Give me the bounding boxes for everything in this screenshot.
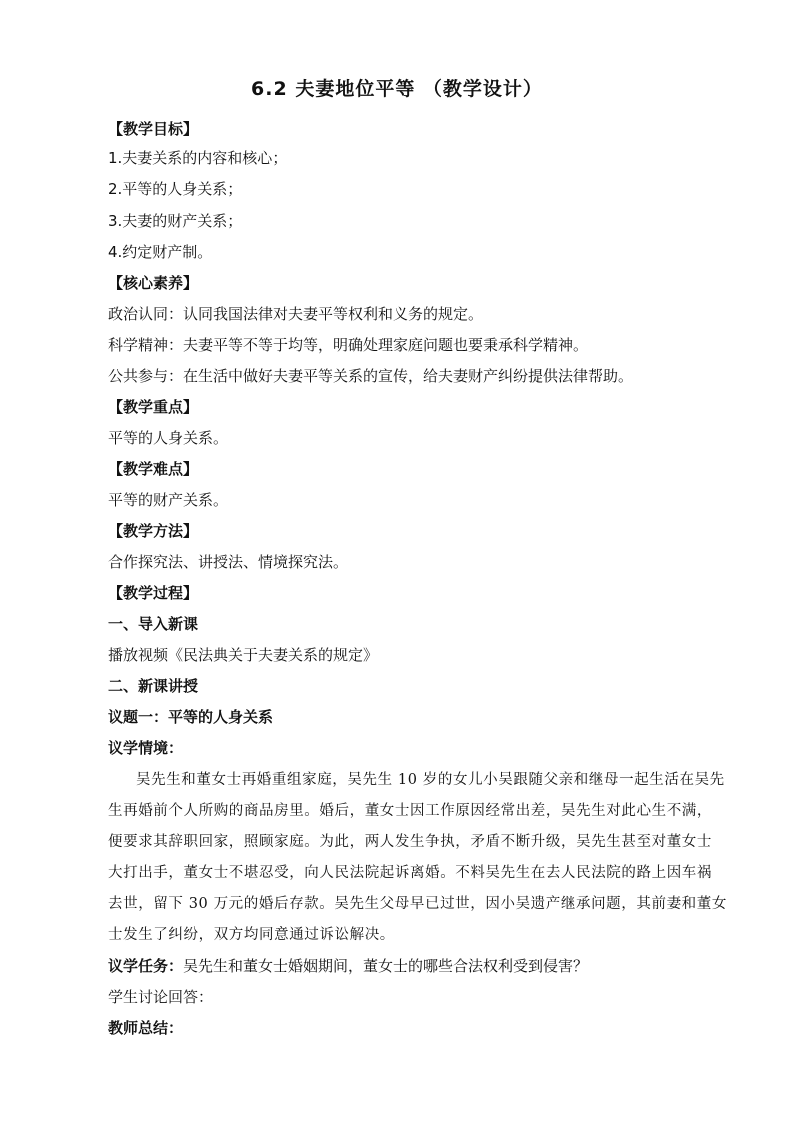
difficult-points-heading: 【教学难点】: [108, 460, 199, 478]
scenario-line: 吴先生和董女士再婚重组家庭，吴先生 10 岁的女儿小吴跟随父亲和继母一起生活在吴先: [136, 772, 725, 788]
lecture-heading: 二、新课讲授: [108, 677, 199, 695]
key-points-text: 平等的人身关系。: [108, 429, 229, 447]
intro-text: 播放视频《民法典关于夫妻关系的规定》: [108, 646, 379, 664]
objectives-heading: 【教学目标】: [108, 120, 199, 138]
methods-heading: 【教学方法】: [108, 522, 199, 540]
intro-heading: 一、导入新课: [108, 615, 199, 633]
objective-item: 3.夫妻的财产关系；: [108, 212, 243, 230]
scenario-line: 大打出手，董女士不堪忍受，向人民法院起诉离婚。不料吴先生在去人民法院的路上因车祸: [108, 865, 712, 881]
methods-text: 合作探究法、讲授法、情境探究法。: [108, 553, 349, 571]
task-line: [108, 955, 588, 977]
process-heading: 【教学过程】: [108, 584, 199, 602]
task-label: 议学任务：: [108, 957, 184, 975]
scenario-line: 去世，留下 30 万元的婚后存款。吴先生父母早已过世，因小吴遗产继承问题，其前妻和董女: [108, 896, 727, 912]
literacy-heading: 【核心素养】: [108, 274, 199, 292]
task-text: 吴先生和董女士婚姻期间，董女士的哪些合法权利受到侵害？: [183, 957, 589, 975]
key-points-heading: 【教学重点】: [108, 398, 199, 416]
literacy-item: 科学精神：夫妻平等不等于均等，明确处理家庭问题也要秉承科学精神。: [108, 336, 589, 354]
teacher-summary: 教师总结：: [108, 1019, 184, 1037]
objective-item: 2.平等的人身关系；: [108, 180, 243, 198]
document-title: 6.2 夫妻地位平等 （教学设计）: [251, 78, 543, 100]
scenario-heading: 议学情境：: [108, 739, 184, 757]
objective-item: 4.约定财产制。: [108, 243, 213, 261]
literacy-item: 公共参与：在生活中做好夫妻平等关系的宣传，给夫妻财产纠纷提供法律帮助。: [108, 367, 634, 385]
discussion-prompt: 学生讨论回答：: [108, 988, 214, 1006]
literacy-item: 政治认同：认同我国法律对夫妻平等权利和义务的规定。: [108, 305, 484, 323]
scenario-line: 生再婚前个人所购的商品房里。婚后，董女士因工作原因经常出差，吴先生对此心生不满，: [108, 803, 712, 819]
scenario-line: 士发生了纠纷，双方均同意通过诉讼解决。: [108, 927, 395, 943]
scenario-line: 便要求其辞职回家，照顾家庭。为此，两人发生争执，矛盾不断升级，吴先生甚至对董女士: [108, 834, 712, 850]
objective-item: 1.夫妻关系的内容和核心；: [108, 149, 288, 167]
topic1-heading: 议题一：平等的人身关系: [108, 708, 274, 726]
difficult-points-text: 平等的财产关系。: [108, 491, 229, 509]
